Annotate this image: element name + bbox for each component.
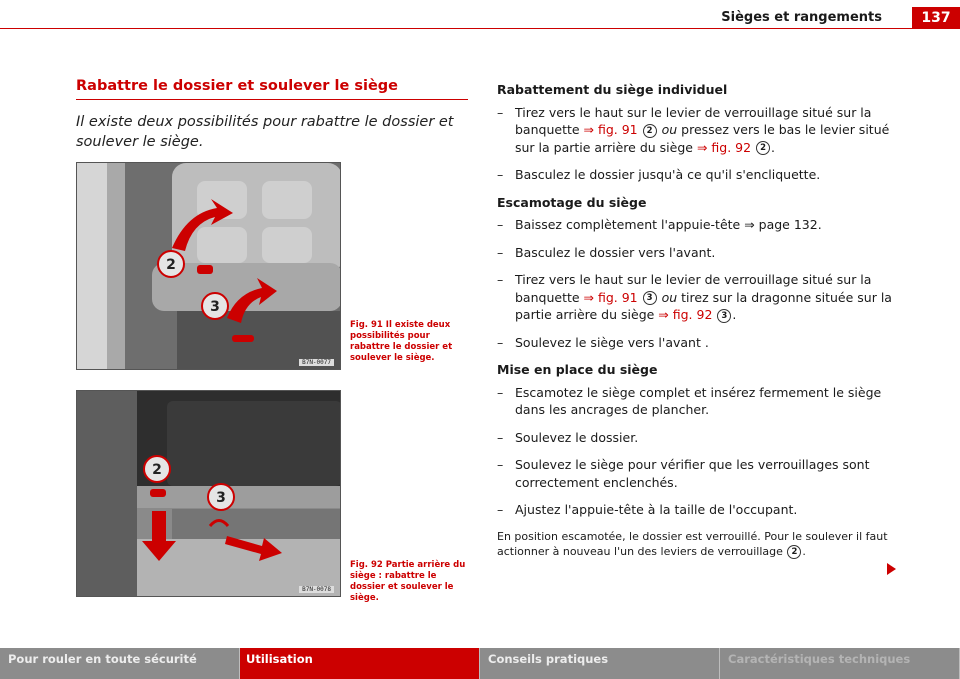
list-item	[497, 216, 897, 234]
tab-securite[interactable]: Pour rouler en toute sécurité	[0, 648, 240, 679]
tab-utilisation[interactable]: Utilisation	[240, 648, 480, 679]
dash: –	[497, 167, 504, 182]
dash: –	[497, 272, 504, 287]
intro-text: Il existe deux possibilités pour rabattre le dossier et soulever le siège.	[76, 114, 454, 150]
callout-2: 2	[166, 257, 176, 273]
item-text: tirez sur la dragonne située sur la partie arrière du siège	[515, 289, 892, 322]
list-item	[497, 429, 897, 447]
callout-badge: 2	[756, 141, 770, 155]
item-text: Baissez complètement l'appuie-tête ⇒ page 132.	[515, 217, 822, 232]
dash: –	[497, 334, 504, 350]
subheading-mise-en-place: Mise en place du siège	[497, 362, 658, 377]
dash: –	[497, 502, 504, 517]
list-item	[497, 166, 897, 184]
item-end: .	[732, 307, 737, 322]
list-item	[497, 384, 897, 419]
subheading-rabattement: Rabattement du siège individuel	[497, 82, 728, 97]
item-or: ou	[661, 122, 678, 137]
dash: –	[497, 104, 504, 120]
item-text: Ajustez l'appuie-tête à la taille de l'occupant.	[515, 502, 798, 517]
figure-link[interactable]: ⇒ fig. 92	[658, 307, 713, 322]
callout-badge: 2	[643, 124, 657, 138]
running-header: Sièges et rangements	[721, 10, 882, 25]
list-item	[497, 456, 897, 491]
item-text: Basculez le dossier vers l'avant.	[515, 244, 716, 260]
tab-conseils[interactable]: Conseils pratiques	[480, 648, 720, 679]
seat-illustration-92	[77, 391, 341, 597]
item-end: .	[771, 139, 776, 155]
dash: –	[497, 429, 504, 445]
list-item	[497, 244, 897, 262]
next-page-arrow-icon[interactable]	[887, 563, 896, 575]
tab-caracteristiques[interactable]: Caractéristiques techniques	[720, 648, 960, 679]
dash: –	[497, 217, 504, 232]
note-end: .	[802, 544, 806, 558]
figure-link[interactable]: ⇒ fig. 91	[583, 122, 638, 137]
figure-91-image	[76, 162, 341, 370]
list-item	[497, 271, 897, 324]
item-text: pressez vers le bas le levier situé sur la partie arrière du siège	[515, 122, 890, 155]
callout-2: 2	[152, 462, 162, 478]
figure-92-image	[76, 390, 341, 597]
callout-badge: 3	[643, 291, 657, 305]
list-item	[497, 334, 897, 352]
dash: –	[497, 457, 504, 472]
figure-91-caption: Fig. 91 Il existe deux possibilités pour rabattre le dossier et soulever le siège.	[350, 320, 453, 363]
dash: –	[497, 244, 504, 260]
figure-link[interactable]: ⇒ fig. 92	[696, 139, 752, 155]
figure-92-caption: Fig. 92 Partie arrière du siège : rabattre le dossier et soulever le siège.	[350, 560, 466, 603]
callout-3: 3	[210, 299, 220, 315]
figure-link[interactable]: ⇒ fig. 91	[583, 289, 638, 305]
right-column	[497, 81, 897, 559]
note-text	[497, 529, 897, 559]
item-or: ou	[661, 289, 678, 305]
item-text: Soulevez le siège pour vérifier que les verrouillages sont correctement enclenchés.	[515, 457, 870, 490]
figure-code: B7N-0078	[299, 586, 334, 593]
item-text: Tirez vers le haut sur le levier de verrouillage situé sur la banquette	[515, 104, 872, 137]
seat-illustration-91	[77, 163, 341, 370]
item-text: Soulevez le dossier.	[515, 429, 639, 445]
item-text: Tirez vers le haut sur le levier de verrouillage situé sur la banquette	[515, 272, 872, 305]
footer-nav	[0, 648, 960, 679]
item-text: Escamotez le siège complet et insérez fermement le siège dans les ancrages de plancher.	[515, 384, 882, 417]
dash: –	[497, 384, 504, 400]
header-rule	[0, 28, 912, 29]
list-item	[497, 501, 897, 519]
figure-code: B7N-0077	[299, 359, 334, 366]
callout-3: 3	[216, 490, 226, 506]
item-text: Soulevez le siège vers l'avant .	[515, 334, 709, 350]
list-item	[497, 104, 897, 157]
note-body: En position escamotée, le dossier est verrouillé. Pour le soulever il faut actionner à nouveau l'un des leviers de verrouillage	[497, 529, 888, 558]
item-text: Basculez le dossier jusqu'à ce qu'il s'encliquette.	[515, 167, 821, 182]
callout-badge: 2	[787, 545, 801, 559]
page-number: 137	[912, 7, 960, 29]
left-column	[76, 78, 468, 152]
subheading-escamotage: Escamotage du siège	[497, 194, 647, 210]
callout-badge: 3	[717, 309, 731, 323]
section-title: Rabattre le dossier et soulever le siège	[76, 78, 468, 100]
